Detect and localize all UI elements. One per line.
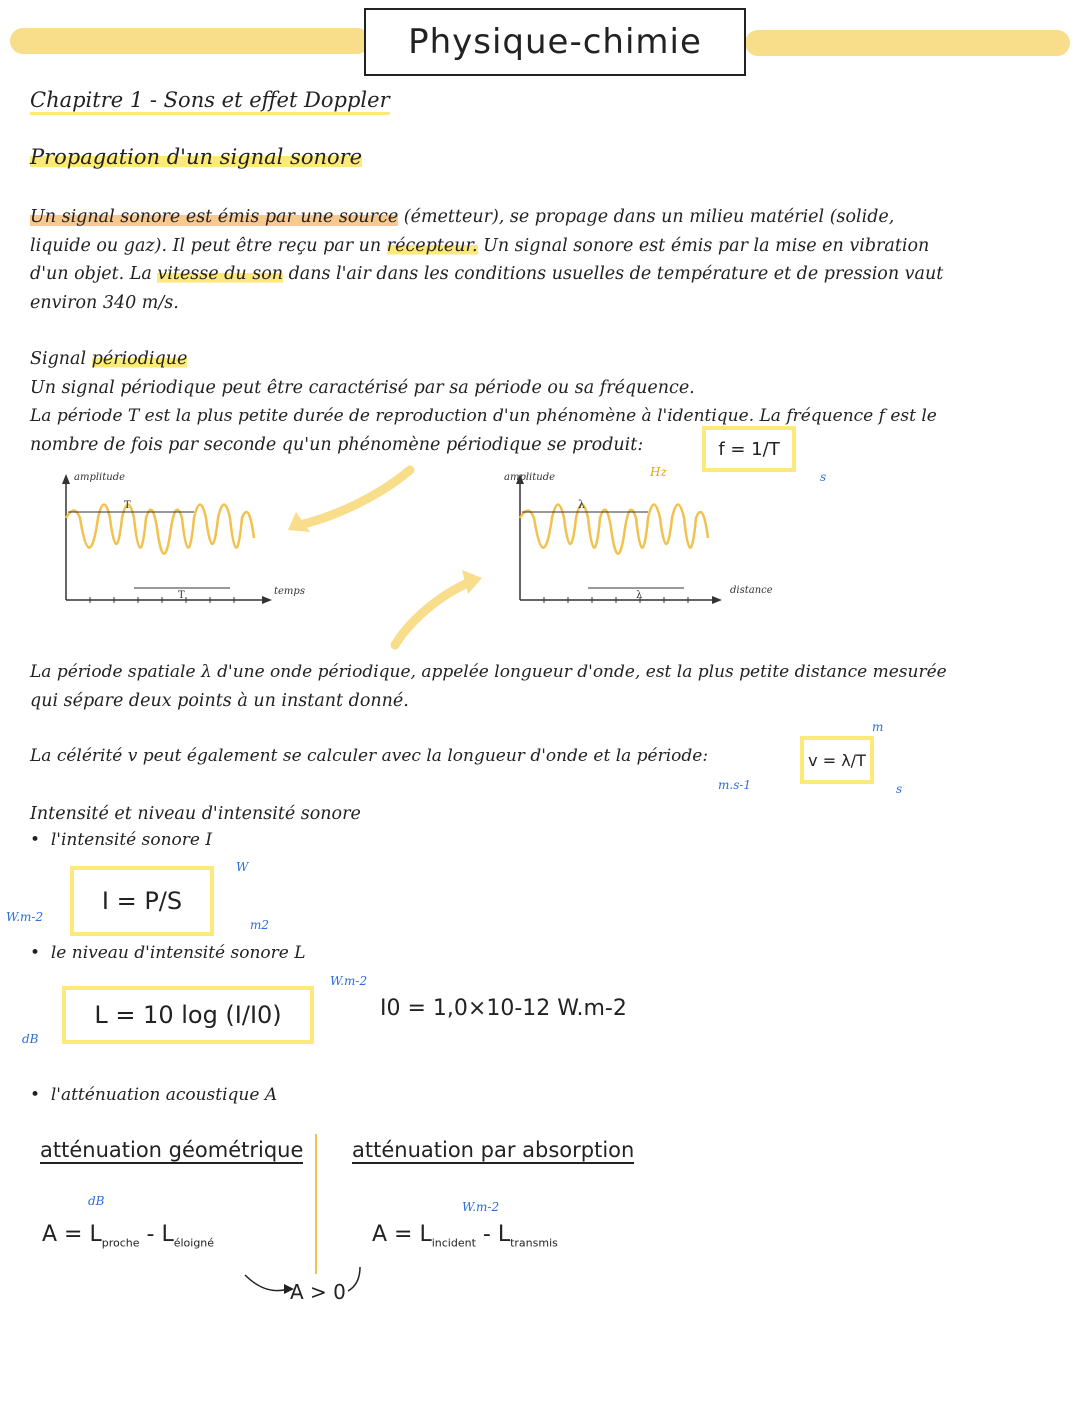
left-mark-bottom: T [178,590,185,601]
intensity-formula: I = P/S [70,866,214,936]
bullet-attenuation-text: l'atténuation acoustique A [50,1085,278,1105]
arrow-head-right [462,570,482,594]
unit-p: W [236,860,249,874]
intro-text-4: environ 340 m/s. [30,292,179,313]
bullet-level: • le niveau d'intensité sonore L [30,943,306,963]
intro-vitesse: vitesse du son [157,264,283,284]
unit-celerity: m.s-1 [718,778,752,792]
level-formula: L = 10 log (I/I0) [62,986,314,1044]
bullet-intensity: • l'intensité sonore I [30,830,213,850]
page-title: Physique-chimie [364,8,746,76]
arrow-to-right-graph [395,582,470,645]
left-xlabel: temps [274,586,305,597]
unit-i: W.m-2 [6,910,44,924]
periodic-line-1: Un signal périodique peut être caractérisé par sa période ou sa fréquence. [30,377,695,398]
abs-sub-incident: incident [431,1236,476,1250]
chapter-title [30,88,390,115]
right-x-arrow [712,596,722,604]
header-bar-left [10,28,370,54]
left-x-arrow [262,596,272,604]
periodic-heading-hl: périodique [91,349,188,369]
intro-text-1: (émetteur), se propage dans un milieu matériel (solide, [398,207,895,227]
celerity-formula: v = λ/T [800,736,874,784]
geo-formula [42,1222,214,1249]
left-ylabel: amplitude [74,472,126,483]
bullet-attenuation: • l'atténuation acoustique A [30,1085,278,1105]
intro-text-2b: Un signal sonore est émis par la mise en vibration [477,235,930,256]
abs-title: atténuation par absorption [352,1138,635,1162]
spatial-line-1: La période spatiale λ d'une onde périodique, appelée longueur d'onde, est la plus petite distance mesurée [30,662,947,682]
chapter-title-text: Chapitre 1 - Sons et effet Doppler [30,88,390,112]
right-mark-bottom: λ [636,590,643,601]
intro-highlight: Un signal sonore est émis par une source [30,207,399,227]
celerity-text: La célérité v peut également se calculer avec la longueur d'onde et la période: [30,746,709,766]
unit-l: dB [22,1032,39,1046]
header-bar-right [745,30,1070,56]
abs-formula-main: A = L [372,1222,432,1247]
graphs-svg [0,460,1080,660]
geo-sub-proche: proche [101,1236,140,1250]
left-mark-top: T [124,500,131,511]
geo-formula-main: A = L [42,1222,102,1247]
spatial-line-2: qui sépare deux points à un instant donné. [30,690,409,711]
frequency-formula: f = 1/T [702,426,796,472]
spatial-paragraph [30,658,1070,715]
unit-hz: Hz [650,465,667,479]
periodic-section [30,345,1070,459]
intro-text-3a: d'un objet. La [30,264,158,284]
reference-intensity: I0 = 1,0×10-12 W.m-2 [380,996,627,1021]
intro-text-3b: dans l'air dans les conditions usuelles de température et de pression vaut [283,264,944,284]
periodic-heading-a: Signal [30,349,92,369]
section-title: Propagation d'un signal sonore [30,145,363,169]
unit-geo: dB [88,1194,105,1208]
right-xlabel: distance [730,585,773,596]
unit-s-celerity: s [896,782,903,796]
left-y-arrow [62,474,70,484]
periodic-line-2: La période T est la plus petite durée de reproduction d'un phénomène à l'identique. La fréquence f est le [30,406,937,426]
right-ylabel: amplitude [504,472,556,483]
periodic-line-3: nombre de fois par seconde qu'un phénomène périodique se produit: [30,434,644,455]
geo-title: atténuation géométrique [40,1138,304,1162]
unit-s-freq: s [820,470,827,484]
column-divider [315,1134,317,1274]
intro-text-2a: liquide ou gaz). Il peut être reçu par un [30,235,387,256]
abs-formula-minus: - L [475,1222,511,1247]
intro-paragraph [30,203,1060,317]
abs-formula [372,1222,558,1249]
geo-sub-eloigne: éloigné [173,1236,215,1250]
bullet-intensity-text: l'intensité sonore I [50,830,213,850]
unit-s-area: m2 [250,918,270,932]
bullet-level-text: le niveau d'intensité sonore L [50,943,306,963]
conclusion: A > 0 [290,1280,346,1304]
abs-sub-transmis: transmis [510,1236,558,1250]
right-mark-top: λ [578,498,585,511]
geo-formula-minus: - L [139,1222,174,1247]
unit-abs: W.m-2 [462,1200,500,1214]
arrow-to-left-graph [300,470,410,525]
unit-i-level: W.m-2 [330,974,368,988]
intensity-heading: Intensité et niveau d'intensité sonore [30,804,361,824]
unit-m: m [872,720,884,734]
intro-recepteur: récepteur. [386,235,478,256]
